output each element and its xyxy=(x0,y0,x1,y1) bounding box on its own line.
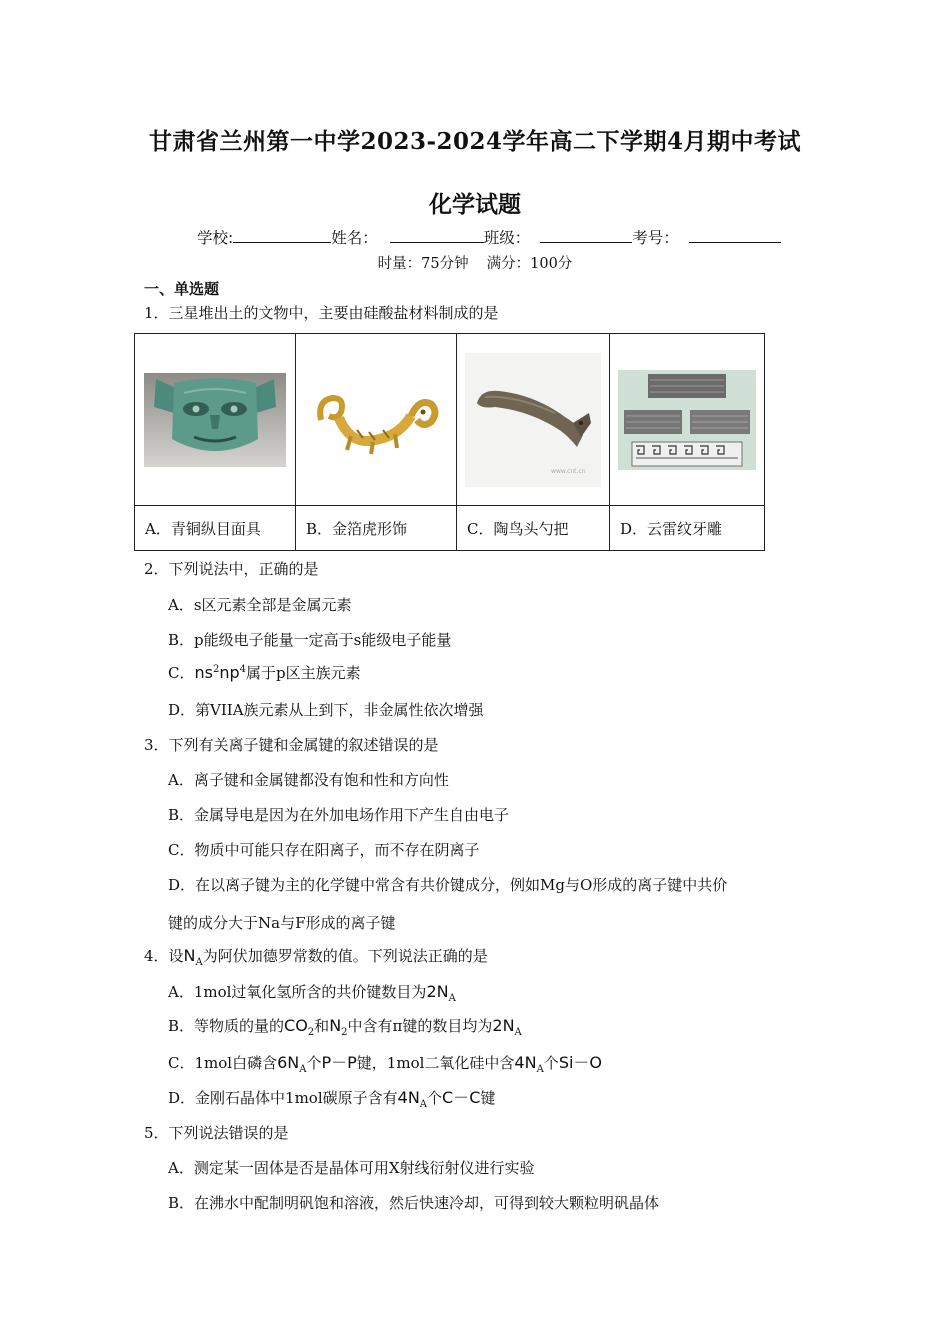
q4-na-n: N xyxy=(183,946,196,965)
q4-b-co: CO xyxy=(284,1016,308,1035)
q4-c-mid2: 键，1mol二氧化硅中含 xyxy=(356,1054,515,1072)
q1-option-c: C．陶鸟头勺把 xyxy=(457,506,610,551)
q4-c-text: C．1mol白磷含 xyxy=(168,1054,278,1072)
q5-option-a: A．测定某一固体是否是晶体可用X射线衍射仪进行实验 xyxy=(168,1159,535,1177)
q4-b-n2-sub: 2 xyxy=(341,1027,348,1038)
q3-option-b: B．金属导电是因为在外加电场作用下产生自由电子 xyxy=(168,806,510,824)
time-limit: 时量：75分钟 xyxy=(377,256,469,272)
q2-option-c xyxy=(168,662,361,683)
q1-figure-b xyxy=(296,334,457,506)
q4-b-na: N xyxy=(502,1016,515,1035)
q4-a-sub: A xyxy=(448,993,456,1004)
gold-tiger-image xyxy=(311,380,441,460)
q4-stem-suffix: 为阿伏加德罗常数的值。下列说法正确的是 xyxy=(202,947,488,965)
q4-d-suffix: 键 xyxy=(480,1089,496,1107)
question-5-stem: 5．下列说法错误的是 xyxy=(144,1124,289,1142)
q3-option-a: A．离子键和金属键都没有饱和性和方向性 xyxy=(168,771,449,789)
q4-c-num2: 4 xyxy=(514,1053,525,1072)
q4-b-co-sub: 2 xyxy=(307,1027,315,1038)
q4-b-na-sub: A xyxy=(514,1027,522,1038)
q4-d-num: 4 xyxy=(397,1088,408,1107)
q2-option-a: A．s区元素全部是金属元素 xyxy=(168,596,352,614)
q1-figure-a xyxy=(135,334,296,506)
bronze-mask-image xyxy=(144,373,286,467)
q4-option-b xyxy=(168,1015,522,1038)
ivory-carving-image xyxy=(618,370,756,470)
q4-option-a xyxy=(168,981,456,1004)
exam-meta xyxy=(0,252,950,273)
full-score: 满分：100分 xyxy=(486,256,573,272)
q3-option-d-line1: D．在以离子键为主的化学键中常含有共价键成分，例如Mg与O形成的离子键中共价 xyxy=(168,876,728,894)
q1-option-b: B．金箔虎形饰 xyxy=(296,506,457,551)
q4-d-text: D．金刚石晶体中1mol碳原子含有 xyxy=(168,1089,398,1107)
q2-option-d: D．第VIIA族元素从上到下，非金属性依次增强 xyxy=(168,701,484,719)
class-blank xyxy=(540,228,632,243)
q3-option-c: C．物质中可能只存在阳离子，而不存在阴离子 xyxy=(168,841,480,859)
q4-c-na2: N xyxy=(524,1053,537,1072)
q2-c-sup1: 2 xyxy=(212,664,220,675)
q4-c-na1-sub: A xyxy=(299,1064,307,1075)
q4-option-c xyxy=(168,1050,602,1075)
q4-c-na1: N xyxy=(287,1053,300,1072)
q4-na-a: A xyxy=(195,957,203,968)
q4-c-num1: 6 xyxy=(277,1053,288,1072)
q4-option-d xyxy=(168,1085,495,1110)
q4-d-na: N xyxy=(407,1088,420,1107)
q1-figure-table xyxy=(134,333,765,551)
pottery-bird-spoon-image xyxy=(465,353,601,487)
q4-c-mid3: 个 xyxy=(543,1054,559,1072)
question-2-stem: 2．下列说法中，正确的是 xyxy=(144,560,319,578)
q5-option-b: B．在沸水中配制明矾饱和溶液，然后快速冷却，可得到较大颗粒明矾晶体 xyxy=(168,1194,660,1212)
q4-d-mid: 个 xyxy=(427,1089,443,1107)
exam-title: 甘肃省兰州第一中学2023-2024学年高二下学期4月期中考试 xyxy=(148,128,802,155)
q4-c-pp: P－P xyxy=(321,1053,357,1072)
q4-c-sio: Si－O xyxy=(558,1053,603,1072)
q4-c-na2-sub: A xyxy=(536,1064,544,1075)
q2-c-np: np xyxy=(219,663,240,682)
q4-c-mid1: 个 xyxy=(306,1054,322,1072)
exam-no-label: 考号： xyxy=(632,229,679,247)
q3-option-d-line2: 键的成分大于Na与F形成的离子键 xyxy=(168,914,396,932)
class-label: 班级： xyxy=(483,229,531,247)
exam-subtitle: 化学试题 xyxy=(429,191,521,218)
q4-b-and: 和 xyxy=(314,1017,330,1035)
question-4-stem xyxy=(144,945,488,968)
q4-a-num: 2 xyxy=(426,982,437,1001)
q2-c-sup2: 4 xyxy=(239,664,247,675)
q4-b-num: 2 xyxy=(492,1016,503,1035)
q2-option-b: B．p能级电子能量一定高于s能级电子能量 xyxy=(168,631,452,649)
q4-stem-prefix: 4．设 xyxy=(144,947,184,965)
q4-d-cc: C－C xyxy=(442,1088,481,1107)
question-1-stem: 1．三星堆出土的文物中，主要由硅酸盐材料制成的是 xyxy=(144,304,499,322)
q1-figure-c xyxy=(457,334,610,506)
q2-c-prefix: C． xyxy=(168,664,195,682)
q4-b-mid: 中含有π键的数目均为 xyxy=(347,1017,493,1035)
q4-b-text: B．等物质的量的 xyxy=(168,1017,285,1035)
name-blank xyxy=(390,228,484,243)
school-label: 学校: xyxy=(197,229,234,247)
svg-text:www.cnt.cn: www.cnt.cn xyxy=(551,467,586,475)
q1-option-d: D．云雷纹牙雕 xyxy=(610,506,765,551)
q1-figure-d xyxy=(610,334,765,506)
school-blank xyxy=(233,228,331,243)
q4-a-n: N xyxy=(436,982,449,1001)
q2-c-ns: ns xyxy=(194,663,213,682)
name-label: 姓名： xyxy=(331,229,378,247)
q4-a-text: A．1mol过氧化氢所含的共价键数目为 xyxy=(168,983,427,1001)
exam-no-blank xyxy=(689,228,781,243)
q4-d-na-sub: A xyxy=(419,1099,428,1110)
q2-c-suffix: 属于p区主族元素 xyxy=(246,664,361,682)
student-info-line xyxy=(197,226,781,248)
q1-option-a: A．青铜纵目面具 xyxy=(135,506,296,551)
question-3-stem: 3．下列有关离子键和金属键的叙述错误的是 xyxy=(144,736,439,754)
q4-b-n2: N xyxy=(329,1016,342,1035)
section-heading: 一、单选题 xyxy=(144,280,220,298)
